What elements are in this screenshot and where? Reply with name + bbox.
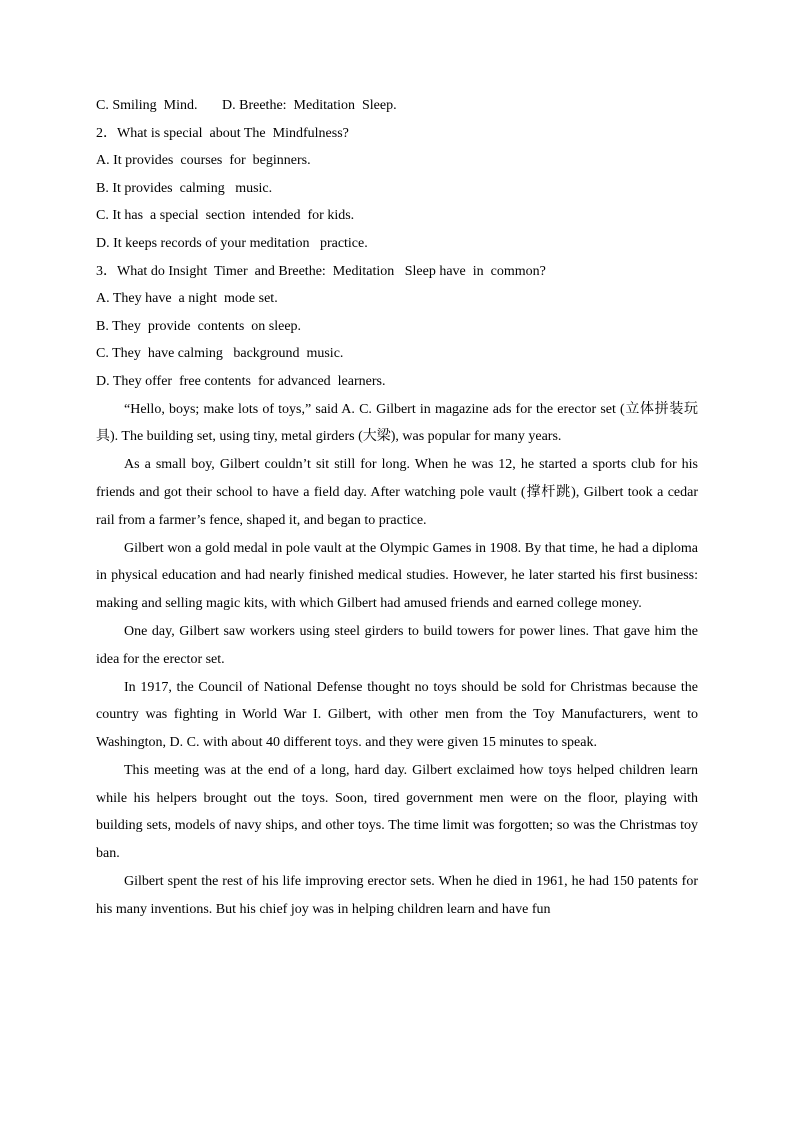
question-2-option-a: A. It provides courses for beginners.	[96, 153, 311, 169]
passage-paragraph-2: As a small boy, Gilbert couldn’t sit still for long. When he was 12, he started a sports club for his friends and got their school to have a field day. After watching pole vault (撑杆跳), Gilbert took a cedar rail from a farmer’s fence, shaped it, and began to practice.	[96, 457, 698, 528]
question-2-stem: 2．What is special about The Mindfulness?	[96, 125, 349, 141]
question-2-option-c: C. It has a special section intended for kids.	[96, 208, 355, 224]
passage-paragraph-3: Gilbert won a gold medal in pole vault at the Olympic Games in 1908. By that time, he had a diploma in physical education and had nearly finished medical studies. However, he later started his first business: making and selling magic kits, with which Gilbert had amused friends and earned college money.	[96, 540, 698, 612]
question-3-option-d: D. They offer free contents for advanced learners.	[96, 373, 386, 389]
document-content	[96, 92, 698, 924]
question-3-option-b: B. They provide contents on sleep.	[96, 318, 302, 334]
passage-paragraph-7: Gilbert spent the rest of his life improving erector sets. When he died in 1961, he had 150 patents for his many inventions. But his chief joy was in helping children learn and have fun	[96, 874, 698, 917]
question-2-option-d: D. It keeps records of your meditation practice.	[96, 235, 368, 251]
passage-paragraph-1: “Hello, boys; make lots of toys,” said A. C. Gilbert in magazine ads for the erector set (立体拼装玩具). The building set, using tiny, metal girders (大梁), was popular for many years.	[96, 401, 698, 445]
question-3-option-c: C. They have calming background music.	[96, 346, 344, 362]
passage-paragraph-4: One day, Gilbert saw workers using steel girders to build towers for power lines. That gave him the idea for the erector set.	[96, 623, 698, 667]
question-2-option-b: B. It provides calming music.	[96, 180, 273, 196]
question-1-options-cd: C. Smiling Mind. D. Breethe: Meditation Sleep.	[96, 98, 397, 113]
question-3-stem: 3．What do Insight Timer and Breethe: Meditation Sleep have in common?	[96, 263, 546, 279]
passage-paragraph-6: This meeting was at the end of a long, hard day. Gilbert exclaimed how toys helped children learn while his helpers brought out the toys. Soon, tired government men were on the floor, playing with building sets, models of navy ships, and other toys. The time limit was forgotten; so was the Christmas toy ban.	[96, 762, 698, 862]
passage-paragraph-5: In 1917, the Council of National Defense thought no toys should be sold for Christmas because the country was fighting in World War I. Gilbert, with other men from the Toy Manufacturers, went to Washington, D. C. with about 40 different toys. and they were given 15 minutes to speak.	[96, 679, 698, 751]
question-3-option-a: A. They have a night mode set.	[96, 291, 278, 307]
